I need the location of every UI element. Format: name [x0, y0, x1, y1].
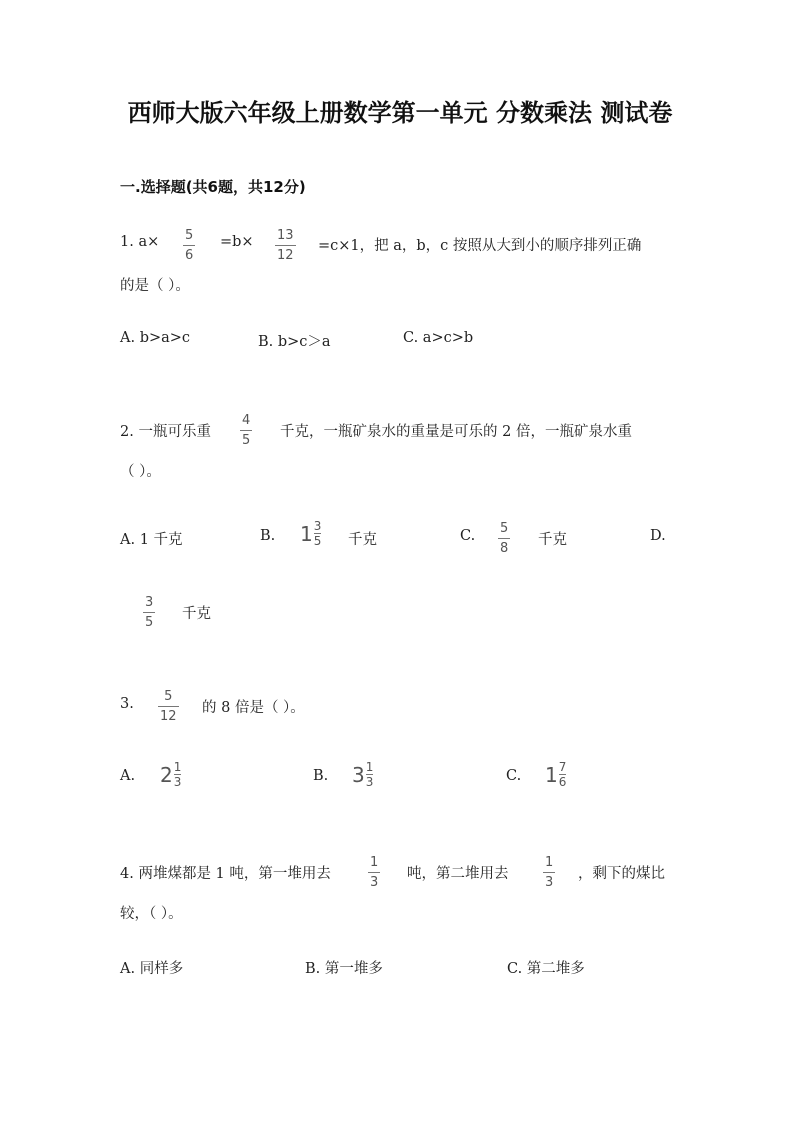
- fraction-bar: [158, 706, 179, 707]
- q2-option-d-label: D.: [650, 528, 666, 544]
- fraction-denominator: 12: [160, 709, 177, 724]
- q4-text-part3: ，剩下的煤比: [578, 866, 665, 882]
- fraction-denominator: 3: [173, 775, 182, 789]
- fraction-numerator: 5: [185, 228, 194, 243]
- q2-option-b-mixed-number: [300, 520, 321, 547]
- q3-option-b-mixed-number: [352, 761, 373, 788]
- fraction-denominator: 6: [185, 248, 194, 263]
- q3-option-a-mixed-number: [160, 761, 181, 788]
- mixed-whole: 1: [300, 521, 313, 546]
- q4-option-c: C. 第二堆多: [507, 961, 585, 977]
- fraction-denominator: 5: [242, 433, 251, 448]
- q4-text-part4: 较，（ ）。: [120, 906, 183, 922]
- fraction-numerator: 13: [277, 228, 294, 243]
- fraction-denominator: 3: [370, 875, 379, 890]
- fraction-numerator: 1: [173, 760, 182, 774]
- q3-fraction-5-12: [158, 689, 179, 724]
- fraction-denominator: 8: [500, 541, 509, 556]
- q2-option-b-unit: 千克: [348, 532, 377, 548]
- q1-text-part4: 的是（ ）。: [120, 278, 190, 294]
- q3-option-b-label: B.: [313, 768, 329, 784]
- fraction-numerator: 1: [545, 855, 554, 870]
- q3-option-c-mixed-number: [545, 761, 566, 788]
- fraction-bar: [240, 430, 252, 431]
- q2-option-d-unit: 千克: [182, 606, 211, 622]
- mixed-whole: 1: [545, 762, 558, 787]
- fraction-denominator: 5: [145, 615, 154, 630]
- q4-text-part2: 吨，第二堆用去: [407, 866, 509, 882]
- q3-option-c-label: C.: [506, 768, 522, 784]
- mixed-fraction: [174, 761, 182, 788]
- q4-option-a: A. 同样多: [120, 961, 184, 977]
- q1-fraction-13-12: [275, 228, 296, 263]
- q3-text-part1: 3.: [120, 696, 134, 712]
- mixed-fraction: [314, 520, 322, 547]
- fraction-denominator: 12: [277, 248, 294, 263]
- q4-text-part1: 4. 两堆煤都是 1 吨，第一堆用去: [120, 866, 331, 882]
- q1-text-part2: =b×: [220, 234, 254, 250]
- q1-option-c: C. a>c>b: [403, 330, 474, 346]
- q2-text-part1: 2. 一瓶可乐重: [120, 424, 211, 440]
- q2-text-part3: （ ）。: [120, 464, 161, 480]
- section-heading: 一.选择题(共6题，共12分): [120, 178, 306, 196]
- fraction-denominator: 3: [545, 875, 554, 890]
- q2-option-a: A. 1 千克: [120, 532, 183, 548]
- fraction-numerator: 5: [164, 689, 173, 704]
- page-title: 西师大版六年级上册数学第一单元 分数乘法 测试卷: [127, 99, 673, 127]
- q2-text-part2: 千克，一瓶矿泉水的重量是可乐的 2 倍，一瓶矿泉水重: [280, 424, 632, 440]
- fraction-numerator: 4: [242, 413, 251, 428]
- fraction-denominator: 3: [365, 775, 374, 789]
- fraction-bar: [368, 872, 380, 873]
- q2-option-c-unit: 千克: [538, 532, 567, 548]
- q1-option-b: B. b>c＞a: [258, 334, 331, 350]
- q2-option-b-label: B.: [260, 528, 276, 544]
- q3-option-a-label: A.: [120, 768, 136, 784]
- q2-option-c-fraction: [498, 521, 510, 556]
- q2-option-c-label: C.: [460, 528, 476, 544]
- q1-fraction-5-6: [183, 228, 195, 263]
- fraction-numerator: 1: [370, 855, 379, 870]
- q4-option-b: B. 第一堆多: [305, 961, 383, 977]
- q1-text-part1: 1. a×: [120, 234, 160, 250]
- q4-fraction-1-3-second: [543, 855, 555, 890]
- fraction-denominator: 6: [558, 775, 567, 789]
- fraction-bar: [498, 538, 510, 539]
- mixed-whole: 3: [352, 762, 365, 787]
- q3-text-part2: 的 8 倍是（ ）。: [202, 700, 305, 716]
- q4-fraction-1-3-first: [368, 855, 380, 890]
- fraction-numerator: 5: [500, 521, 509, 536]
- fraction-numerator: 3: [313, 519, 322, 533]
- fraction-denominator: 5: [313, 534, 322, 548]
- fraction-bar: [543, 872, 555, 873]
- q2-fraction-4-5: [240, 413, 252, 448]
- q1-option-a: A. b>a>c: [120, 330, 191, 346]
- mixed-fraction: [366, 761, 374, 788]
- q1-text-part3: =c×1，把 a，b，c 按照从大到小的顺序排列正确: [318, 238, 642, 254]
- fraction-bar: [275, 245, 296, 246]
- mixed-whole: 2: [160, 762, 173, 787]
- fraction-numerator: 7: [558, 760, 567, 774]
- fraction-bar: [183, 245, 195, 246]
- fraction-bar: [143, 612, 155, 613]
- fraction-numerator: 1: [365, 760, 374, 774]
- q2-option-d-fraction: [143, 595, 155, 630]
- mixed-fraction: [559, 761, 567, 788]
- fraction-numerator: 3: [145, 595, 154, 610]
